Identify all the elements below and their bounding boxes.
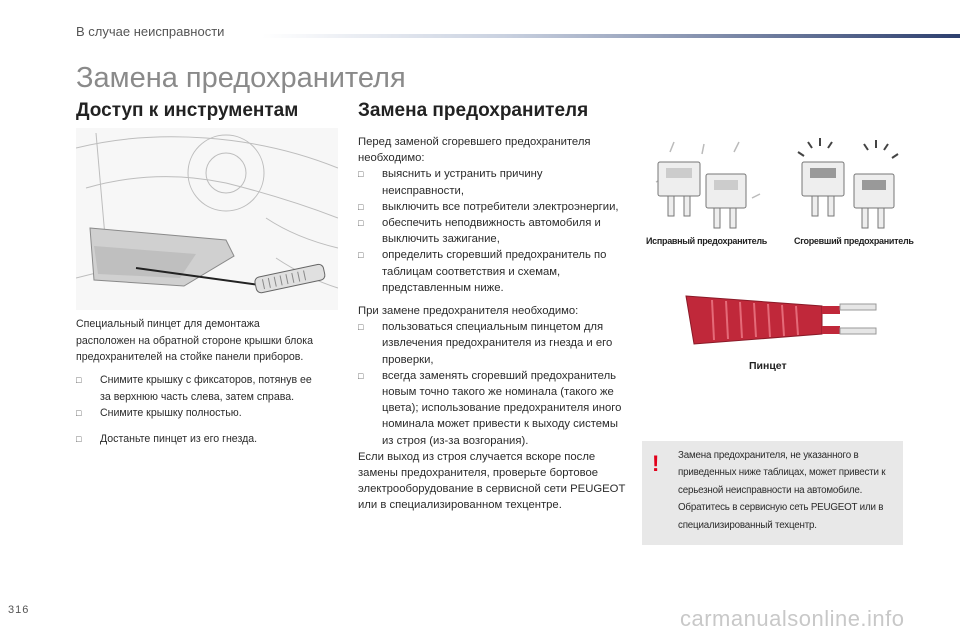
page-title: Замена предохранителя [76,62,406,94]
dashboard-illustration [76,128,338,310]
left-heading: Доступ к инструментам [76,100,299,121]
watermark: carmanualsonline.info [680,606,905,631]
step-line: Достаньте пинцет из его гнезда. [100,432,258,445]
list-item [76,431,346,448]
list-item: □ определить сгоревший предохранитель по таблицам соответствия и схемам, представленным ниже. [358,247,626,296]
warning-text: Замена предохранителя, не указанного в приведенных ниже таблицах, может привести к серьезной неисправности на автомобиле. Обратитесь в сервисную сеть PEUGEOT или в специализированный техцентр. [678,450,886,531]
tweezers-label: Пинцет [749,360,787,372]
list-item: □ всегда заменять сгоревший предохранитель новым точно такого же номинала (такого же цвета); использование предохранителя иного номинала может привести к выходу системы из строя (из-за возгорания). [358,368,626,449]
during-intro: При замене предохранителя необходимо: [358,305,579,318]
warning-exclamation-icon: ! [652,451,660,476]
tweezers-illustration [682,282,882,354]
list-item: □ выяснить и устранить причину неисправности, [358,166,626,198]
caption-line: расположен на обратной стороне крышки блока [76,334,314,347]
good-fuse-label: Исправный предохранитель [646,236,767,246]
closing-text: Если выход из строя случается вскоре после замены предохранителя, проверьте бортовое электрооборудование в сервисной сети PEUGEOT или в специализированном техцентре. [358,450,626,512]
caption-line: Специальный пинцет для демонтажа [76,318,260,330]
middle-body [358,134,626,514]
list-item [76,372,346,405]
step-line: Снимите крышку полностью. [100,407,242,419]
list-item: □ пользоваться специальным пинцетом для извлечения предохранителя из гнезда и его проверки, [358,319,626,368]
blown-fuse-illustration [790,138,910,234]
intro-text: Перед заменой сгоревшего предохранителя необходимо: [358,136,591,165]
middle-heading: Замена предохранителя [358,100,589,121]
step-line: за верхнюю часть слева, затем справа. [100,390,295,403]
list-item: □ выключить все потребители электроэнергии, [358,199,626,215]
page-number: 316 [8,604,30,616]
list-item [76,405,346,422]
header-section: В случае неисправности [76,24,225,39]
good-fuse-illustration [644,138,764,234]
left-caption [76,316,346,366]
list-item: □ обеспечить неподвижность автомобиля и выключить зажигание, [358,215,626,247]
caption-line: предохранителей на стойке панели приборов. [76,351,304,363]
blown-fuse-label: Сгоревший предохранитель [794,236,914,246]
step-line: Снимите крышку с фиксаторов, потянув ее [100,374,312,386]
left-steps [76,372,346,447]
header-bar [262,34,960,38]
